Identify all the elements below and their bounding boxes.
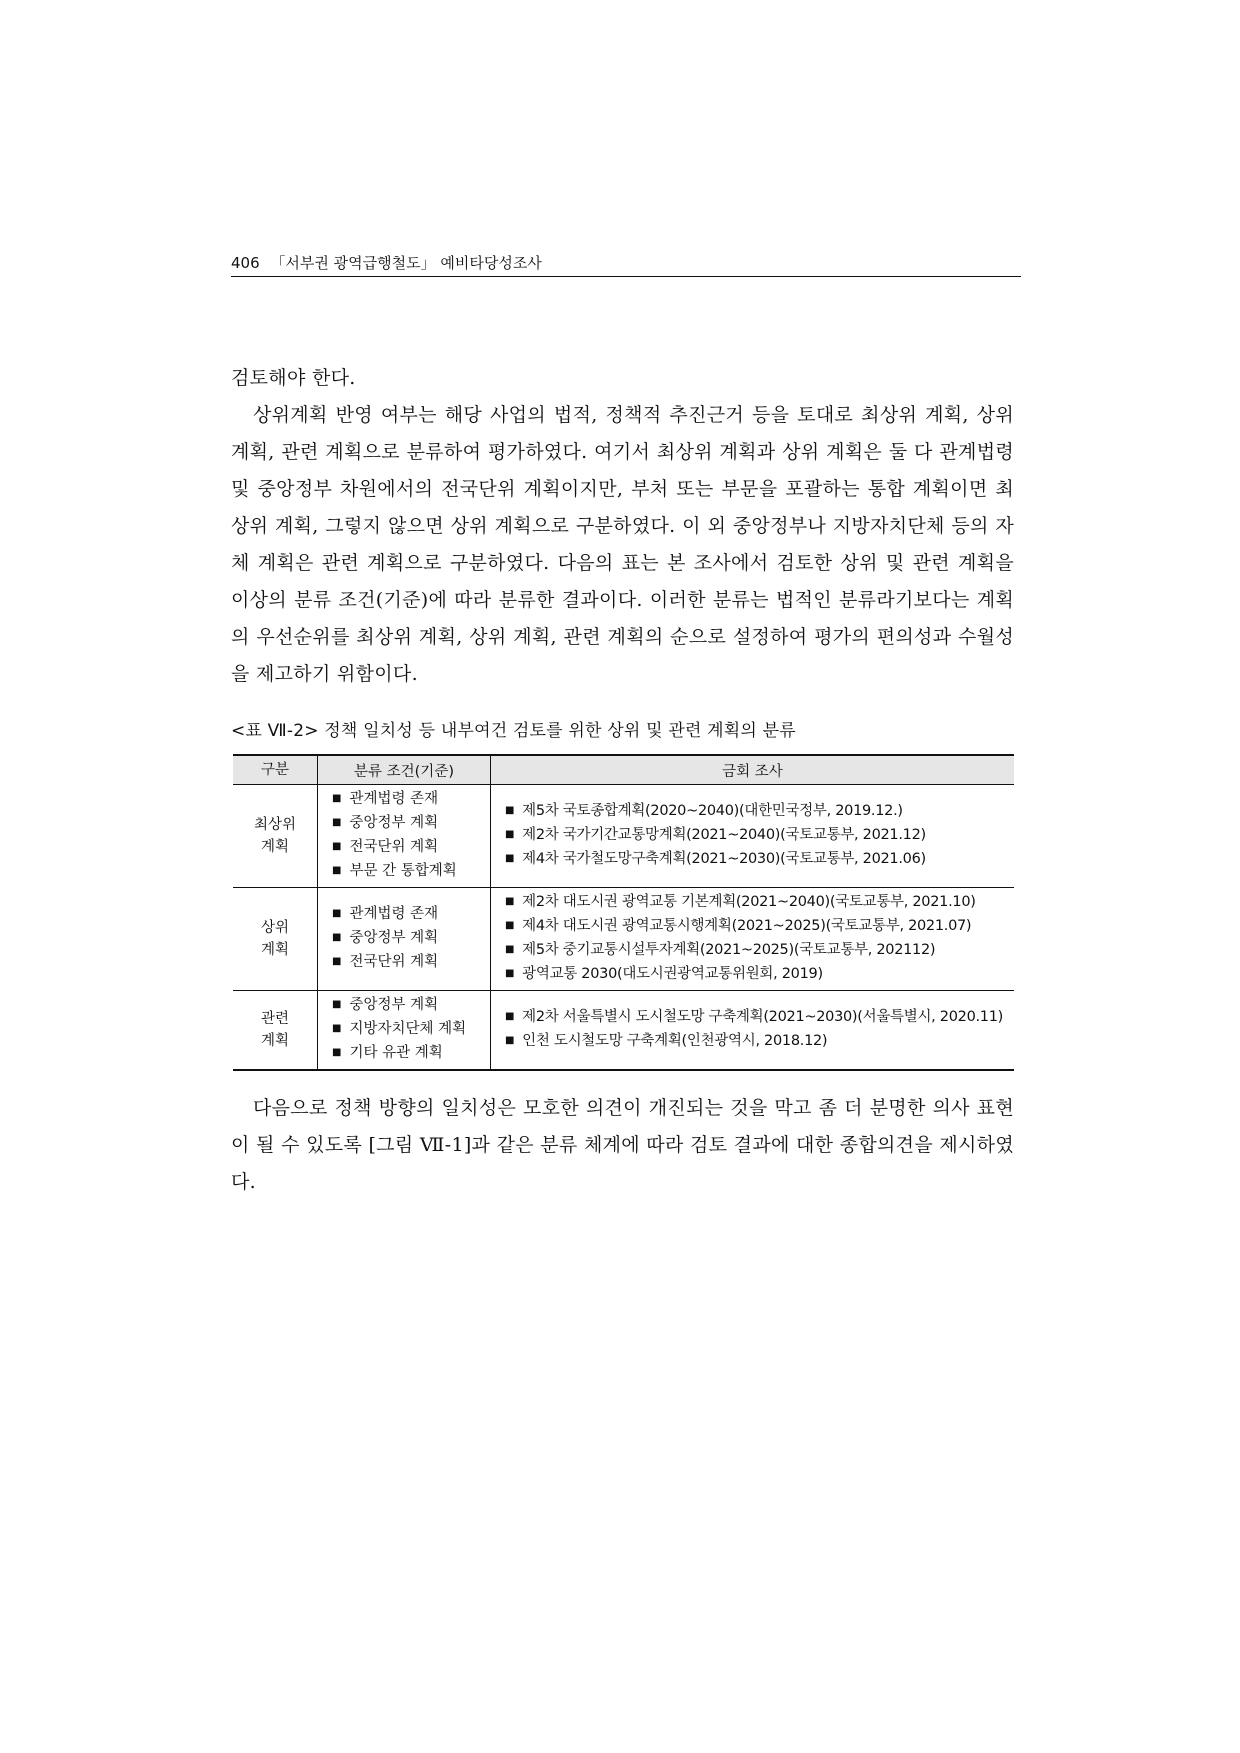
criteria-item: ■ 전국단위 계획 [332, 951, 484, 975]
plan-item: ■ 제2차 서울특별시 도시철도망 구축계획(2021~2030)(서울특별시, 2020.11) [505, 1006, 1008, 1030]
table-row-upper [233, 888, 1014, 991]
criteria-item: ■ 중앙정부 계획 [332, 994, 484, 1018]
criteria-item: ■ 부문 간 통합계획 [332, 860, 484, 884]
plan-item: ■ 제5차 중기교통시설투자계획(2021~2025)(국토교통부, 202112) [505, 939, 1008, 963]
table-row-related [233, 991, 1014, 1071]
criteria-item: ■ 중앙정부 계획 [332, 927, 484, 951]
row-plans [491, 888, 1015, 991]
row-criteria [318, 888, 491, 991]
criteria-item: ■ 기타 유관 계획 [332, 1042, 484, 1066]
row-category: 상위 계획 [233, 888, 318, 991]
paragraph-main: 상위계획 반영 여부는 해당 사업의 법적, 정책적 추진근거 등을 토대로 최상위 계획, 상위 계획, 관련 계획으로 분류하여 평가하였다. 여기서 최상위 계획과 상위 계획은 둘 다 관계법령 및 중앙정부 차원에서의 전국단위 계획이지만, 부처 또는 부문을 포괄하는 통합 계획이면 최상위 계획, 그렇지 않으면 상위 계획으로 구분하였다. 이 외 중앙정부나 지방자치단체 등의 자체 계획은 관련 계획으로 구분하였다. 다음의 표는 본 조사에서 검토한 상위 및 관련 계획을 이상의 분류 조건(기준)에 따라 분류한 결과이다. 이러한 분류는 법적인 분류라기보다는 계획의 우선순위를 최상위 계획, 상위 계획, 관련 계획의 순으로 설정하여 평가의 편의성과 수월성을 제고하기 위함이다. [231, 404, 1014, 685]
row-criteria [318, 991, 491, 1071]
criteria-item: ■ 전국단위 계획 [332, 836, 484, 860]
paragraph-conclusion: 다음으로 정책 방향의 일치성은 모호한 의견이 개진되는 것을 막고 좀 더 분명한 의사 표현이 될 수 있도록 [그림 Ⅶ-1]과 같은 분류 체계에 따라 검토 결과에 대한 종합의견을 제시하였다. [231, 1097, 1014, 1193]
page-number: 406 [231, 254, 260, 272]
row-criteria [318, 785, 491, 888]
plan-item: ■ 광역교통 2030(대도시권광역교통위원회, 2019) [505, 963, 1008, 987]
running-title: 「서부권 광역급행철도」 예비타당성조사 [270, 254, 542, 272]
paragraph-lead: 검토해야 한다. [231, 367, 356, 389]
criteria-item: ■ 관계법령 존재 [332, 788, 484, 812]
row-category: 최상위 계획 [233, 785, 318, 888]
plan-item: ■ 인천 도시철도망 구축계획(인천광역시, 2018.12) [505, 1030, 1008, 1054]
plan-item: ■ 제2차 국가기간교통망계획(2021~2040)(국토교통부, 2021.12) [505, 824, 1008, 848]
table-row-top-level [233, 785, 1014, 888]
criteria-item: ■ 중앙정부 계획 [332, 812, 484, 836]
classification-table [233, 754, 1014, 1071]
row-plans [491, 785, 1015, 888]
criteria-item: ■ 지방자치단체 계획 [332, 1018, 484, 1042]
page-header [231, 252, 1021, 277]
table-header-row [233, 755, 1014, 785]
header-category: 구분 [233, 755, 318, 785]
row-category: 관련 계획 [233, 991, 318, 1071]
plan-item: ■ 제5차 국토종합계획(2020~2040)(대한민국정부, 2019.12.) [505, 800, 1008, 824]
plan-item: ■ 제2차 대도시권 광역교통 기본계획(2021~2040)(국토교통부, 2021.10) [505, 891, 1008, 915]
table-caption: <표 Ⅶ-2> 정책 일치성 등 내부여건 검토를 위한 상위 및 관련 계획의 분류 [231, 721, 796, 741]
criteria-item: ■ 관계법령 존재 [332, 903, 484, 927]
plan-item: ■ 제4차 국가철도망구축계획(2021~2030)(국토교통부, 2021.06) [505, 848, 1008, 872]
plan-item: ■ 제4차 대도시권 광역교통시행계획(2021~2025)(국토교통부, 2021.07) [505, 915, 1008, 939]
header-plans: 금회 조사 [491, 755, 1015, 785]
row-plans [491, 991, 1015, 1071]
header-criteria: 분류 조건(기준) [318, 755, 491, 785]
